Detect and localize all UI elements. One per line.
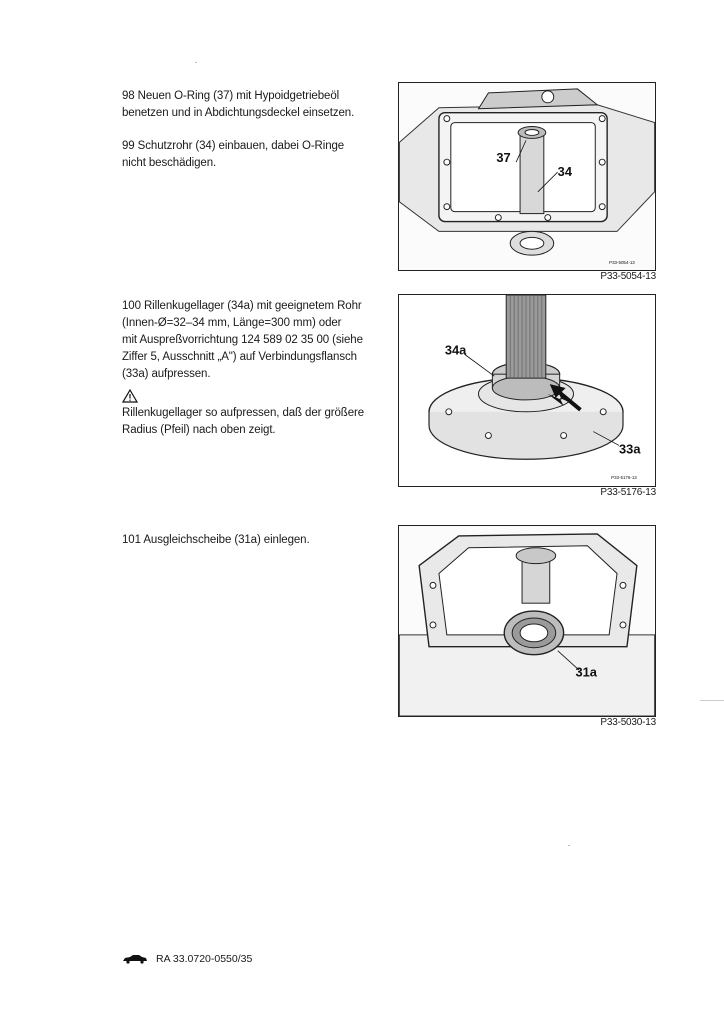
scan-dot <box>568 845 570 846</box>
step-100-line-1: 100 Rillenkugellager (34a) mit geeignetem Rohr <box>122 300 362 312</box>
figure-2-image <box>398 294 656 487</box>
step-100-warning-line-1: Rillenkugellager so aufpressen, daß der größere <box>122 407 365 419</box>
figure-2-inner-code: P33-5176-13 <box>611 475 637 481</box>
step-100-line-2: (Innen-Ø=32–34 mm, Länge=300 mm) oder <box>122 317 342 329</box>
figure-1-inner-code: P33-5054-13 <box>609 260 635 266</box>
step-99-text <box>122 138 384 172</box>
figure-3-callout-31a: 31a <box>575 664 597 680</box>
step-100-warning-line-2: Radius (Pfeil) nach oben zeigt. <box>122 424 276 436</box>
footer <box>122 953 252 965</box>
figure-2-callout-34a: 34a <box>444 342 467 358</box>
page-edge-mark <box>700 700 724 701</box>
figure-1-image <box>398 82 656 271</box>
step-99-line-1: 99 Schutzrohr (34) einbauen, dabei O-Ringe <box>122 140 345 152</box>
step-100-text <box>122 298 384 439</box>
figure-3-code: P33-5030-13 <box>600 717 656 728</box>
figure-1-callout-34: 34 <box>557 164 572 180</box>
figure-1-drawing <box>399 83 655 270</box>
step-98-text <box>122 88 384 122</box>
step-100-line-3: mit Auspreßvorrichtung 124 589 02 35 00 (siehe <box>122 334 363 346</box>
figure-2-callout-33a: 33a <box>619 441 641 457</box>
car-icon <box>122 954 148 964</box>
figure-2-drawing <box>399 295 655 486</box>
figure-3-image <box>398 525 656 717</box>
step-99-line-2: nicht beschädigen. <box>122 157 217 169</box>
warning-triangle-icon <box>122 389 138 403</box>
step-101-line-1: 101 Ausgleichscheibe (31a) einlegen. <box>122 534 310 546</box>
step-101-text <box>122 532 384 549</box>
step-98-line-1: 98 Neuen O-Ring (37) mit Hypoidgetriebeöl <box>122 90 340 102</box>
step-98-line-2: benetzen und in Abdichtungsdeckel einsetzen. <box>122 107 355 119</box>
step-100-line-5: (33a) aufpressen. <box>122 368 211 380</box>
footer-reference: RA 33.0720-0550/35 <box>156 953 253 965</box>
figure-3-drawing <box>399 526 655 716</box>
figure-1-code: P33-5054-13 <box>600 271 656 282</box>
figure-2-code: P33-5176-13 <box>600 487 656 498</box>
step-100-line-4: Ziffer 5, Ausschnitt „A") auf Verbindungsflansch <box>122 351 357 363</box>
figure-1-callout-37: 37 <box>496 150 511 166</box>
scan-dot <box>195 62 197 63</box>
